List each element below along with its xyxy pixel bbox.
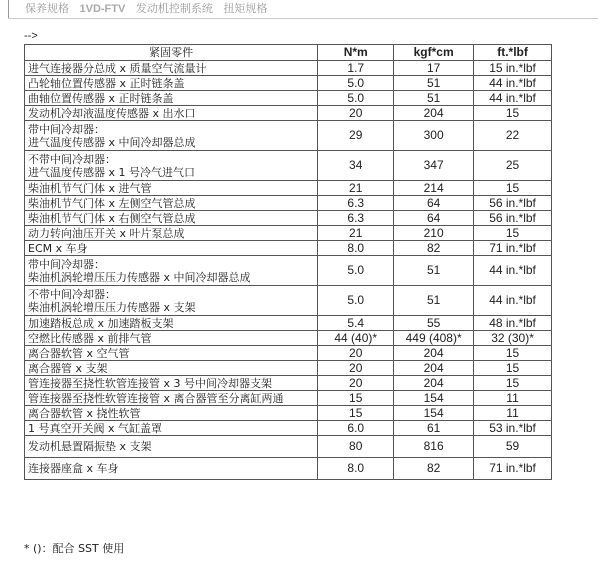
part-line: 进气连接器分总成 x 质量空气流量计 (28, 61, 207, 75)
part-line: 离合器软管 x 空气管 (28, 346, 130, 360)
table-row (25, 256, 552, 286)
kgfcm-cell: 64 (394, 211, 474, 226)
table-row (25, 76, 552, 91)
footnote: * ()：配合 SST 使用 (24, 542, 125, 555)
part-line: 带中间冷却器： (28, 257, 105, 271)
table-row (25, 346, 552, 361)
nm-cell: 6.0 (318, 421, 394, 436)
kgfcm-cell: 51 (394, 256, 474, 286)
part-cell (25, 241, 318, 256)
table-row (25, 436, 552, 458)
table-row (25, 91, 552, 106)
part-cell (25, 91, 318, 106)
nm-cell: 20 (318, 346, 394, 361)
part-cell (25, 211, 318, 226)
part-cell (25, 376, 318, 391)
part-cell (25, 316, 318, 331)
part-cell (25, 421, 318, 436)
kgfcm-cell: 204 (394, 376, 474, 391)
ftlbf-cell: 48 in.*lbf (474, 316, 552, 331)
ftlbf-cell: 22 (474, 121, 552, 151)
kgfcm-cell: 51 (394, 286, 474, 316)
table-row (25, 406, 552, 421)
part-line: 进气温度传感器 x 1 号冷气进气口 (28, 165, 195, 179)
ftlbf-cell: 15 (474, 106, 552, 121)
kgfcm-cell: 204 (394, 361, 474, 376)
column-header-nm: N*m (318, 45, 394, 61)
kgfcm-cell: 51 (394, 91, 474, 106)
part-line: 柴油机涡轮增压压力传感器 x 中间冷却器总成 (28, 270, 251, 284)
column-header-ftlbf: ft.*lbf (474, 45, 552, 61)
part-cell (25, 121, 318, 151)
torque-spec-table (24, 44, 552, 480)
kgfcm-cell: 204 (394, 106, 474, 121)
part-cell (25, 346, 318, 361)
nm-cell: 20 (318, 376, 394, 391)
part-line: 进气温度传感器 x 中间冷却器总成 (28, 135, 196, 149)
kgfcm-cell: 204 (394, 346, 474, 361)
part-line: 带中间冷却器： (28, 122, 105, 136)
kgfcm-cell: 300 (394, 121, 474, 151)
kgfcm-cell: 214 (394, 181, 474, 196)
comment-marker: --> (24, 30, 38, 42)
table-row (25, 376, 552, 391)
kgfcm-cell: 51 (394, 76, 474, 91)
ftlbf-cell: 56 in.*lbf (474, 211, 552, 226)
part-line: 连接器座盒 x 车身 (28, 462, 119, 475)
part-cell (25, 391, 318, 406)
header-section: 保养规格 (25, 2, 69, 15)
part-line: 1 号真空开关阀 x 气缸盖罩 (28, 421, 162, 435)
table-row (25, 181, 552, 196)
table-row (25, 241, 552, 256)
part-cell (25, 331, 318, 346)
part-line: 柴油机节气门体 x 右侧空气管总成 (28, 211, 196, 225)
nm-cell: 44 (40)* (318, 331, 394, 346)
table-row (25, 61, 552, 76)
part-line: 曲轴位置传感器 x 正时链条盖 (28, 91, 174, 105)
part-cell (25, 406, 318, 421)
ftlbf-cell: 15 (474, 376, 552, 391)
ftlbf-cell: 71 in.*lbf (474, 458, 552, 480)
table-row (25, 316, 552, 331)
kgfcm-cell: 55 (394, 316, 474, 331)
kgfcm-cell: 210 (394, 226, 474, 241)
nm-cell: 5.0 (318, 256, 394, 286)
nm-cell: 5.0 (318, 76, 394, 91)
ftlbf-cell: 44 in.*lbf (474, 76, 552, 91)
part-cell (25, 458, 318, 480)
ftlbf-cell: 53 in.*lbf (474, 421, 552, 436)
table-row (25, 391, 552, 406)
part-line: 动力转向油压开关 x 叶片泵总成 (28, 226, 185, 240)
ftlbf-cell: 44 in.*lbf (474, 256, 552, 286)
ftlbf-cell: 56 in.*lbf (474, 196, 552, 211)
table-row (25, 226, 552, 241)
part-cell (25, 256, 318, 286)
nm-cell: 5.0 (318, 91, 394, 106)
table-row (25, 458, 552, 480)
part-cell (25, 361, 318, 376)
header-divider (8, 18, 598, 19)
part-cell (25, 106, 318, 121)
nm-cell: 20 (318, 361, 394, 376)
part-cell (25, 61, 318, 76)
nm-cell: 8.0 (318, 241, 394, 256)
column-header-kgfcm: kgf*cm (394, 45, 474, 61)
part-line: 加速踏板总成 x 加速踏板支架 (28, 316, 174, 330)
nm-cell: 29 (318, 121, 394, 151)
ftlbf-cell: 15 (474, 226, 552, 241)
nm-cell: 6.3 (318, 211, 394, 226)
kgfcm-cell: 154 (394, 391, 474, 406)
nm-cell: 15 (318, 391, 394, 406)
table-row (25, 421, 552, 436)
nm-cell: 15 (318, 406, 394, 421)
header-topic: 扭矩规格 (223, 2, 268, 15)
part-line: 柴油机节气门体 x 左侧空气管总成 (28, 196, 196, 210)
part-line: 管连接器至挠性软管连接管 x 离合器管至分离缸两通 (28, 391, 284, 405)
ftlbf-cell: 25 (474, 151, 552, 181)
part-line: 发动机悬置隔振垫 x 支架 (28, 440, 152, 453)
kgfcm-cell: 64 (394, 196, 474, 211)
kgfcm-cell: 449 (408)* (394, 331, 474, 346)
header-model: 1VD-FTV (79, 3, 126, 15)
nm-cell: 21 (318, 181, 394, 196)
nm-cell: 5.0 (318, 286, 394, 316)
ftlbf-cell: 44 in.*lbf (474, 91, 552, 106)
part-cell (25, 436, 318, 458)
part-line: 不带中间冷却器： (28, 152, 116, 166)
nm-cell: 5.4 (318, 316, 394, 331)
kgfcm-cell: 61 (394, 421, 474, 436)
table-row (25, 121, 552, 151)
kgfcm-cell: 816 (394, 436, 474, 458)
ftlbf-cell: 15 (474, 346, 552, 361)
part-line: 柴油机涡轮增压压力传感器 x 支架 (28, 300, 196, 314)
part-line: 管连接器至挠性软管连接管 x 3 号中间冷却器支架 (28, 376, 272, 390)
part-line: 柴油机节气门体 x 进气管 (28, 181, 152, 195)
ftlbf-cell: 11 (474, 406, 552, 421)
ftlbf-cell: 11 (474, 391, 552, 406)
nm-cell: 1.7 (318, 61, 394, 76)
part-line: 发动机冷却液温度传感器 x 出水口 (28, 106, 196, 120)
ftlbf-cell: 59 (474, 436, 552, 458)
part-line: 离合器管 x 支架 (28, 361, 108, 375)
header-system: 发动机控制系统 (135, 2, 213, 15)
table-row (25, 196, 552, 211)
nm-cell: 6.3 (318, 196, 394, 211)
ftlbf-cell: 32 (30)* (474, 331, 552, 346)
table-row (25, 106, 552, 121)
ftlbf-cell: 15 (474, 181, 552, 196)
part-cell (25, 76, 318, 91)
nm-cell: 8.0 (318, 458, 394, 480)
ftlbf-cell: 44 in.*lbf (474, 286, 552, 316)
ftlbf-cell: 15 in.*lbf (474, 61, 552, 76)
ftlbf-cell: 71 in.*lbf (474, 241, 552, 256)
page-header (8, 0, 603, 18)
part-cell (25, 181, 318, 196)
nm-cell: 80 (318, 436, 394, 458)
part-line: 空燃比传感器 x 前排气管 (28, 331, 152, 345)
part-cell (25, 226, 318, 241)
kgfcm-cell: 82 (394, 458, 474, 480)
table-row (25, 151, 552, 181)
table-row (25, 361, 552, 376)
table-row (25, 286, 552, 316)
part-line: 凸轮轴位置传感器 x 正时链条盖 (28, 76, 185, 90)
part-cell (25, 286, 318, 316)
kgfcm-cell: 154 (394, 406, 474, 421)
nm-cell: 34 (318, 151, 394, 181)
kgfcm-cell: 82 (394, 241, 474, 256)
table-row (25, 211, 552, 226)
table-header-row (25, 45, 552, 61)
column-header-part: 紧固零件 (25, 45, 318, 61)
part-line: ECM x 车身 (28, 241, 88, 255)
part-cell (25, 151, 318, 181)
nm-cell: 20 (318, 106, 394, 121)
nm-cell: 21 (318, 226, 394, 241)
ftlbf-cell: 15 (474, 361, 552, 376)
part-line: 离合器软管 x 挠性软管 (28, 406, 141, 420)
part-cell (25, 196, 318, 211)
part-line: 不带中间冷却器： (28, 287, 116, 301)
kgfcm-cell: 17 (394, 61, 474, 76)
kgfcm-cell: 347 (394, 151, 474, 181)
table-row (25, 331, 552, 346)
